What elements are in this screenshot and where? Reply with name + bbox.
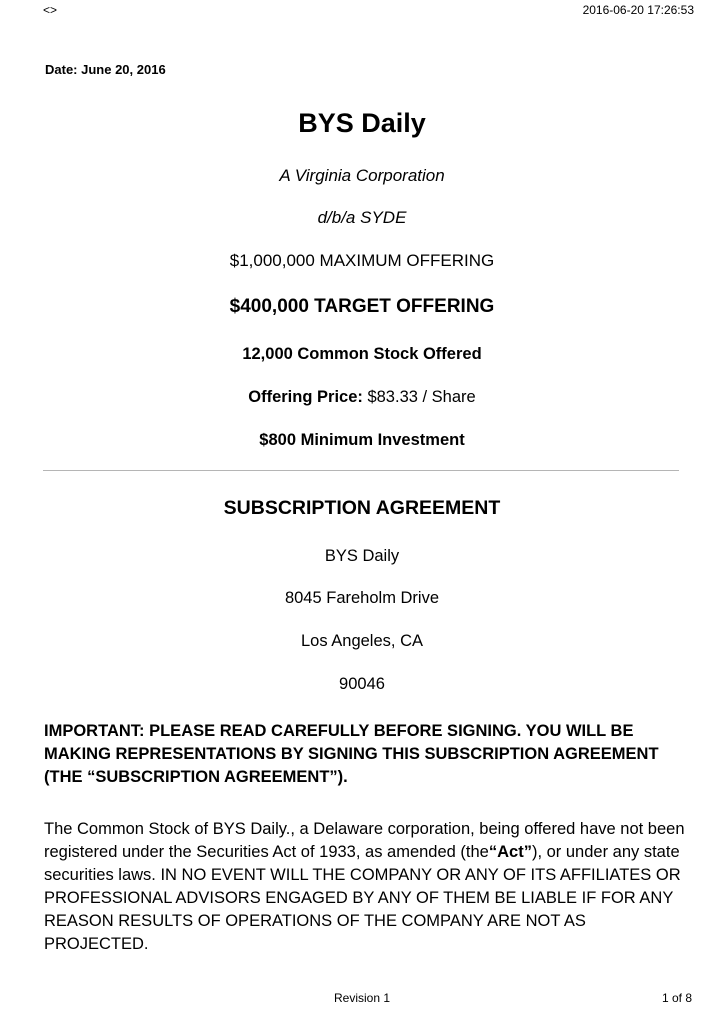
offering-price-value: $83.33 / Share (362, 388, 476, 406)
offering-price-label: Offering Price: (248, 388, 363, 406)
section-divider (43, 470, 679, 471)
header-mark: <> (43, 3, 58, 17)
maximum-offering: $1,000,000 MAXIMUM OFFERING (229, 251, 495, 270)
body-text-2: ), or under any state securities laws. IN NO EVENT WILL THE COMPANY OR ANY OF ITS AFFILIATES OR PROFESSIONAL ADVISORS ENGAGED BY ANY OF THEM BE LIABLE IF FOR ANY REASON RESULTS OF OPERATIONS OF THE COMPANY ARE NOT AS PROJECTED. (44, 843, 681, 953)
body-defined-term: “Act” (488, 843, 532, 861)
address-street: 8045 Fareholm Drive (284, 589, 440, 607)
address-zip: 90046 (339, 675, 385, 693)
body-text-1: The Common Stock of BYS Daily., a Delaware corporation, being offered have not been registered under the Securities Act of 1933, as amended (the (44, 820, 685, 861)
document-date: Date: June 20, 2016 (45, 62, 166, 77)
company-title: BYS Daily (298, 108, 426, 138)
address-city: Los Angeles, CA (301, 632, 423, 650)
minimum-investment: $800 Minimum Investment (259, 431, 465, 449)
address-company: BYS Daily (324, 547, 400, 565)
stock-offered: 12,000 Common Stock Offered (242, 345, 482, 363)
footer-revision: Revision 1 (333, 991, 391, 1005)
target-offering: $400,000 TARGET OFFERING (229, 296, 495, 317)
important-notice: IMPORTANT: PLEASE READ CAREFULLY BEFORE SIGNING. YOU WILL BE MAKING REPRESENTATIONS BY SIGNING THIS SUBSCRIPTION AGREEMENT (THE “SUBSCRIPTION AGREEMENT”). (44, 722, 659, 786)
dba-name: d/b/a SYDE (317, 208, 407, 227)
offering-price (0, 388, 724, 407)
agreement-title: SUBSCRIPTION AGREEMENT (223, 497, 501, 519)
body-paragraph (44, 818, 694, 956)
state-of-incorporation: A Virginia Corporation (279, 166, 445, 185)
header-timestamp: 2016-06-20 17:26:53 (582, 3, 694, 17)
footer-page-number: 1 of 8 (661, 991, 692, 1005)
